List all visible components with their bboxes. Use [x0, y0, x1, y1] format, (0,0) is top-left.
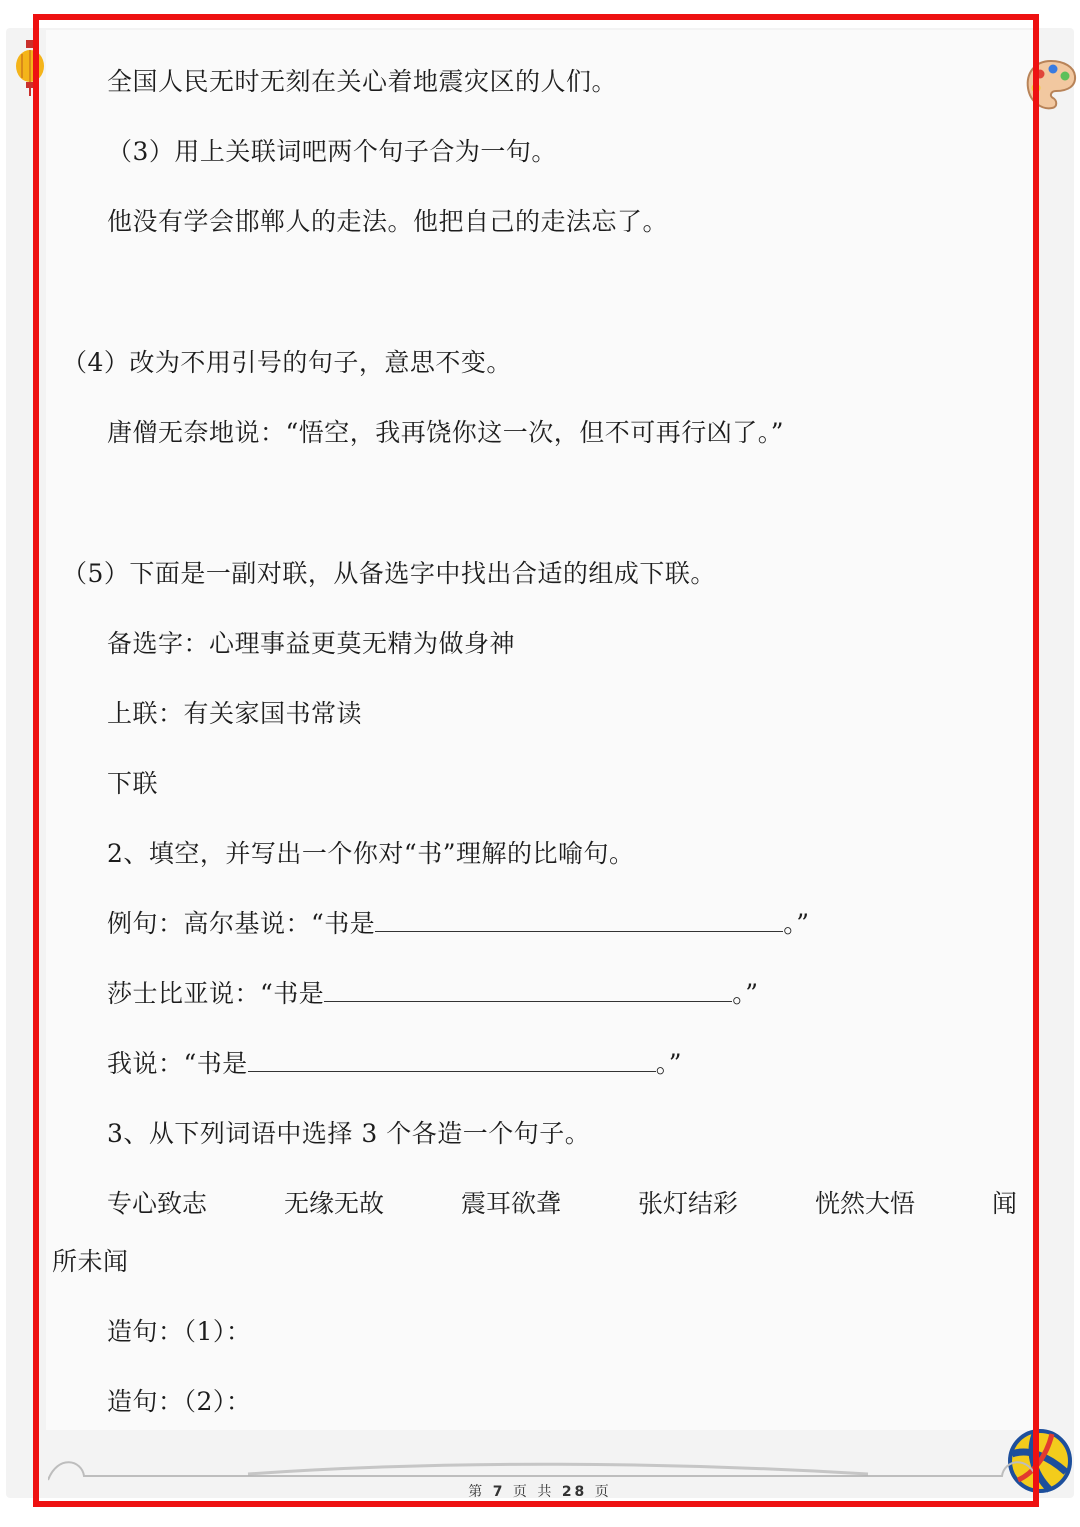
fill-line-gorky — [107, 908, 810, 940]
worksheet-page — [46, 30, 1036, 1430]
word-option: 专心致志 — [107, 1189, 208, 1218]
fill-line-suffix: 。” — [655, 1049, 683, 1078]
total-page-count: 28 — [561, 1484, 588, 1500]
footer-suffix: 页 — [594, 1484, 612, 1500]
upper-couplet: 上联：有关家国书常读 — [107, 699, 363, 728]
sentence-answer-1: 造句：（1）： — [107, 1317, 252, 1346]
answer-blank[interactable] — [248, 1049, 656, 1072]
word-option: 闻 — [992, 1189, 1018, 1218]
answer-blank[interactable] — [324, 979, 732, 1002]
sentence-line: 全国人民无时无刻在关心着地震灾区的人们。 — [107, 67, 618, 96]
word-option: 震耳欲聋 — [461, 1189, 562, 1218]
candidate-characters: 备选字：心理事益更莫无精为做身神 — [107, 629, 516, 658]
footer-middle: 页 共 — [512, 1484, 555, 1500]
fill-line-shakespeare — [107, 978, 759, 1010]
fill-line-prefix: 例句：高尔基说：“书是 — [107, 909, 376, 938]
sentence-answer-2: 造句：（2）： — [107, 1387, 252, 1416]
palette-icon — [1024, 58, 1078, 114]
word-option: 恍然大悟 — [815, 1189, 916, 1218]
fill-line-prefix: 我说：“书是 — [107, 1049, 248, 1078]
footer-prefix: 第 — [468, 1484, 486, 1500]
word-option: 张灯结彩 — [638, 1189, 739, 1218]
question-5-prompt: （5）下面是一副对联，从备选字中找出合适的组成下联。 — [62, 559, 716, 588]
fill-line-suffix: 。” — [732, 979, 759, 1008]
fill-line-prefix: 莎士比亚说：“书是 — [107, 979, 325, 1008]
word-option: 无缘无故 — [284, 1189, 385, 1218]
question-4-prompt: （4）改为不用引号的句子，意思不变。 — [62, 348, 512, 377]
answer-blank[interactable] — [375, 909, 783, 932]
lower-couplet-label: 下联 — [107, 769, 159, 798]
section-3-heading: 3、从下列词语中选择 3 个各造一个句子。 — [107, 1119, 591, 1148]
page-footer — [0, 1481, 1080, 1501]
sentence-line: 唐僧无奈地说：“悟空，我再饶你这一次，但不可再行凶了。” — [107, 418, 785, 447]
fill-line-mine — [107, 1048, 682, 1080]
question-3-prompt: （3）用上关联词吧两个句子合为一句。 — [107, 137, 557, 166]
lantern-icon — [8, 40, 52, 96]
section-2-heading: 2、填空，并写出一个你对“书”理解的比喻句。 — [107, 839, 635, 868]
sentence-line: 他没有学会邯郸人的走法。他把自己的走法忘了。 — [107, 207, 669, 236]
current-page-number: 7 — [492, 1484, 506, 1500]
word-option-wrap: 所未闻 — [52, 1247, 129, 1276]
fill-line-suffix: 。” — [783, 909, 810, 938]
